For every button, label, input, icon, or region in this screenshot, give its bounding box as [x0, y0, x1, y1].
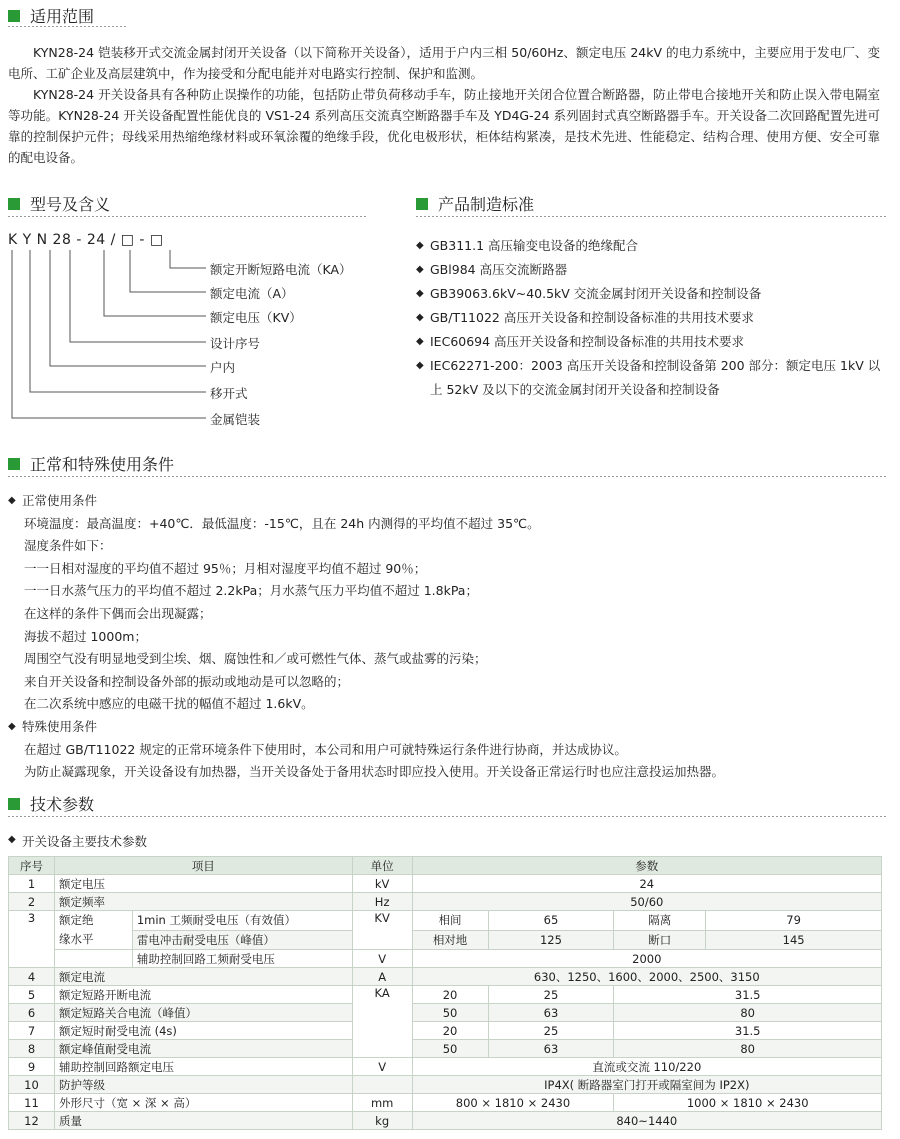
table-cell: kg	[352, 1112, 412, 1130]
table-cell: 1000 × 1810 × 2430	[614, 1094, 882, 1112]
table-cell: 65	[488, 911, 614, 931]
table-cell: 额定电流	[54, 968, 352, 986]
table-cell: 2000	[412, 950, 881, 968]
table-cell: 11	[9, 1094, 55, 1112]
list-item: ◆ IEC62271-200：2003 高压开关设备和控制设备第 200 部分：额定电压 1kV 以上 52kV 及以下的交流金属封闭开关设备和控制设备	[416, 354, 886, 402]
table-row	[9, 968, 882, 986]
green-square-icon	[8, 10, 20, 22]
table-cell: 24	[412, 875, 881, 893]
section-title-conditions: 正常和特殊使用条件	[8, 452, 174, 475]
model-label-7: 金属铠装	[210, 412, 261, 427]
table-cell: Hz	[352, 893, 412, 911]
table-row	[9, 1094, 882, 1112]
table-cell: A	[352, 968, 412, 986]
table-cell: 3	[9, 911, 55, 968]
table-row	[9, 893, 882, 911]
table-cell: 31.5	[614, 1022, 882, 1040]
table-cell: 25	[488, 1022, 614, 1040]
list-item: ◆ GB/T11022 高压开关设备和控制设备标准的共用技术要求	[416, 306, 886, 330]
table-cell: 辅助控制回路工频耐受电压	[132, 950, 352, 968]
table-cell: 50	[412, 1004, 488, 1022]
table-cell: V	[352, 1058, 412, 1076]
model-label-4: 设计序号	[210, 336, 261, 351]
list-item: ◆ GBl984 高压交流断路器	[416, 258, 886, 282]
table-cell: 序号	[9, 857, 55, 875]
table-cell: 20	[412, 986, 488, 1004]
table-cell: 25	[488, 986, 614, 1004]
table-cell: 800 × 1810 × 2430	[412, 1094, 614, 1112]
table-cell: 单位	[352, 857, 412, 875]
conditions-block: ◆ 正常使用条件 环境温度：最高温度：+40℃．最低温度：-15℃，且在 24h 内测得的平均值不超过 35℃。 湿度条件如下： 一一日相对湿度的平均值不超过 95％；月相对湿度平均值不超过 90％； 一一日水蒸气压力的平均值不超过 2.2kPa；月水蒸气压力平均值不超过 1.8kPa； 在这样的条件下偶而会出现凝露； 海拔不超过 1000m； 周围空气没有明显地受到尘埃、烟、腐蚀性和／或可燃性气体、蒸气或盐雾的污染； 来自开关设备和控制设备外部的振动或地动是可以忽略的； 在二次系统中感应的电磁干扰的幅值不超过 1.6kV。 ◆ 特殊使用条件 在超过 GB/T11022 规定的正常环境条件下使用时，本公司和用户可就特殊运行条件进行协商，并达成协议。 为防止凝露现象，开关设备设有加热器，当开关设备处于备用状态时即应投入使用。开关设备正常运行时也应注意投运加热器。	[8, 490, 888, 784]
table-cell: 31.5	[614, 986, 882, 1004]
table-cell: 额定绝 缘水平	[54, 911, 132, 950]
table-cell: 防护等级	[54, 1076, 352, 1094]
model-label-3: 额定电压（KV）	[210, 310, 302, 325]
table-cell: 项目	[54, 857, 352, 875]
table-cell: 9	[9, 1058, 55, 1076]
list-item: ◆ IEC60694 高压开关设备和控制设备标准的共用技术要求	[416, 330, 886, 354]
table-cell: IP4X( 断路器室门打开或隔室间为 IP2X)	[412, 1076, 881, 1094]
table-row	[9, 1112, 882, 1130]
section-title-model: 型号及含义	[8, 192, 110, 215]
table-cell: 10	[9, 1076, 55, 1094]
table-cell: 8	[9, 1040, 55, 1058]
table-row	[9, 1004, 882, 1022]
table-cell: 63	[488, 1004, 614, 1022]
model-code: K Y N 28 - 24 / □ - □	[8, 232, 164, 248]
table-cell: 840~1440	[412, 1112, 881, 1130]
table-header-row	[9, 857, 882, 875]
special-conditions-heading: ◆ 特殊使用条件	[8, 716, 888, 739]
green-square-icon	[8, 458, 20, 470]
table-cell: KA	[352, 986, 412, 1058]
table-cell: 额定电压	[54, 875, 352, 893]
table-cell: 1	[9, 875, 55, 893]
table-cell: 相间	[412, 911, 488, 931]
table-cell: 直流或交流 110/220	[412, 1058, 881, 1076]
table-row	[9, 930, 882, 950]
table-cell: kV	[352, 875, 412, 893]
model-label-6: 移开式	[210, 386, 248, 401]
model-label-5: 户内	[210, 360, 236, 375]
table-cell: 额定频率	[54, 893, 352, 911]
table-cell: 质量	[54, 1112, 352, 1130]
table-cell: KV	[352, 911, 412, 950]
table-cell: 1min 工频耐受电压（有效值）	[132, 911, 352, 931]
table-cell: 额定短时耐受电流 (4s)	[54, 1022, 352, 1040]
table-cell: 125	[488, 930, 614, 950]
table-cell: 145	[706, 930, 882, 950]
section-title-tech: 技术参数	[8, 792, 94, 815]
table-cell: 6	[9, 1004, 55, 1022]
table-cell: 50	[412, 1040, 488, 1058]
tech-subhead: ◆ 开关设备主要技术参数	[8, 834, 148, 849]
table-row	[9, 1076, 882, 1094]
table-cell: 7	[9, 1022, 55, 1040]
table-cell	[54, 950, 132, 968]
table-cell: 相对地	[412, 930, 488, 950]
green-square-icon	[8, 198, 20, 210]
table-row	[9, 986, 882, 1004]
green-square-icon	[416, 198, 428, 210]
table-cell: 12	[9, 1112, 55, 1130]
table-cell: 79	[706, 911, 882, 931]
list-item: ◆ GB311.1 高压输变电设备的绝缘配合	[416, 234, 886, 258]
section-title-scope: 适用范围	[8, 4, 94, 27]
table-cell: 630、1250、1600、2000、2500、3150	[412, 968, 881, 986]
table-cell: 断口	[614, 930, 706, 950]
model-label-1: 额定开断短路电流（KA）	[210, 262, 352, 277]
green-square-icon	[8, 798, 20, 810]
normal-conditions-heading: ◆ 正常使用条件	[8, 490, 888, 513]
tech-params-table	[8, 856, 882, 1130]
table-cell: 63	[488, 1040, 614, 1058]
table-cell: V	[352, 950, 412, 968]
table-cell: 隔离	[614, 911, 706, 931]
list-item: ◆ GB39063.6kV~40.5kV 交流金属封闭开关设备和控制设备	[416, 282, 886, 306]
table-cell: 雷电冲击耐受电压（峰值）	[132, 930, 352, 950]
table-cell: 80	[614, 1040, 882, 1058]
table-cell: 80	[614, 1004, 882, 1022]
table-row	[9, 1040, 882, 1058]
model-tree-diagram	[0, 248, 210, 428]
table-row	[9, 1058, 882, 1076]
table-cell: 50/60	[412, 893, 881, 911]
table-cell: 20	[412, 1022, 488, 1040]
model-label-2: 额定电流（A）	[210, 286, 294, 301]
table-cell: 额定峰值耐受电流	[54, 1040, 352, 1058]
table-cell: mm	[352, 1094, 412, 1112]
table-cell: 外形尺寸（宽 × 深 × 高）	[54, 1094, 352, 1112]
table-row	[9, 1022, 882, 1040]
table-row	[9, 950, 882, 968]
scope-text: KYN28-24 铠装移开式交流金属封闭开关设备（以下简称开关设备），适用于户内三相 50/60Hz、额定电压 24kV 的电力系统中，主要应用于发电厂、变电所、工矿企业及高层建筑中，作为接受和分配电能并对电路实行控制、保护和监测。 KYN28-24 开关设备具有各种防止误操作的功能，包括防止带负荷移动手车，防止接地开关闭合位置合断路器，防止带电合接地开关和防止误入带电隔室等功能。KYN28-24 开关设备配置性能优良的 VS1-24 系列高压交流真空断路器手车及 YD4G-24 系列固封式真空断路器手车。开关设备二次回路配置先进可靠的控制保护元件；母线采用热缩绝缘材料或环氧涂覆的绝缘手段，优化电极形状，柜体结构紧凑，是技术先进、性能稳定、结构合理、使用方便、安全可靠的配电设备。	[8, 45, 880, 165]
table-cell: 额定短路关合电流（峰值）	[54, 1004, 352, 1022]
table-cell: 2	[9, 893, 55, 911]
table-row	[9, 911, 882, 931]
standards-list	[416, 234, 886, 402]
table-cell	[352, 1076, 412, 1094]
table-cell: 辅助控制回路额定电压	[54, 1058, 352, 1076]
section-title-standards: 产品制造标准	[416, 192, 534, 215]
table-row	[9, 875, 882, 893]
table-cell: 额定短路开断电流	[54, 986, 352, 1004]
table-cell: 5	[9, 986, 55, 1004]
table-cell: 4	[9, 968, 55, 986]
table-cell: 参数	[412, 857, 881, 875]
